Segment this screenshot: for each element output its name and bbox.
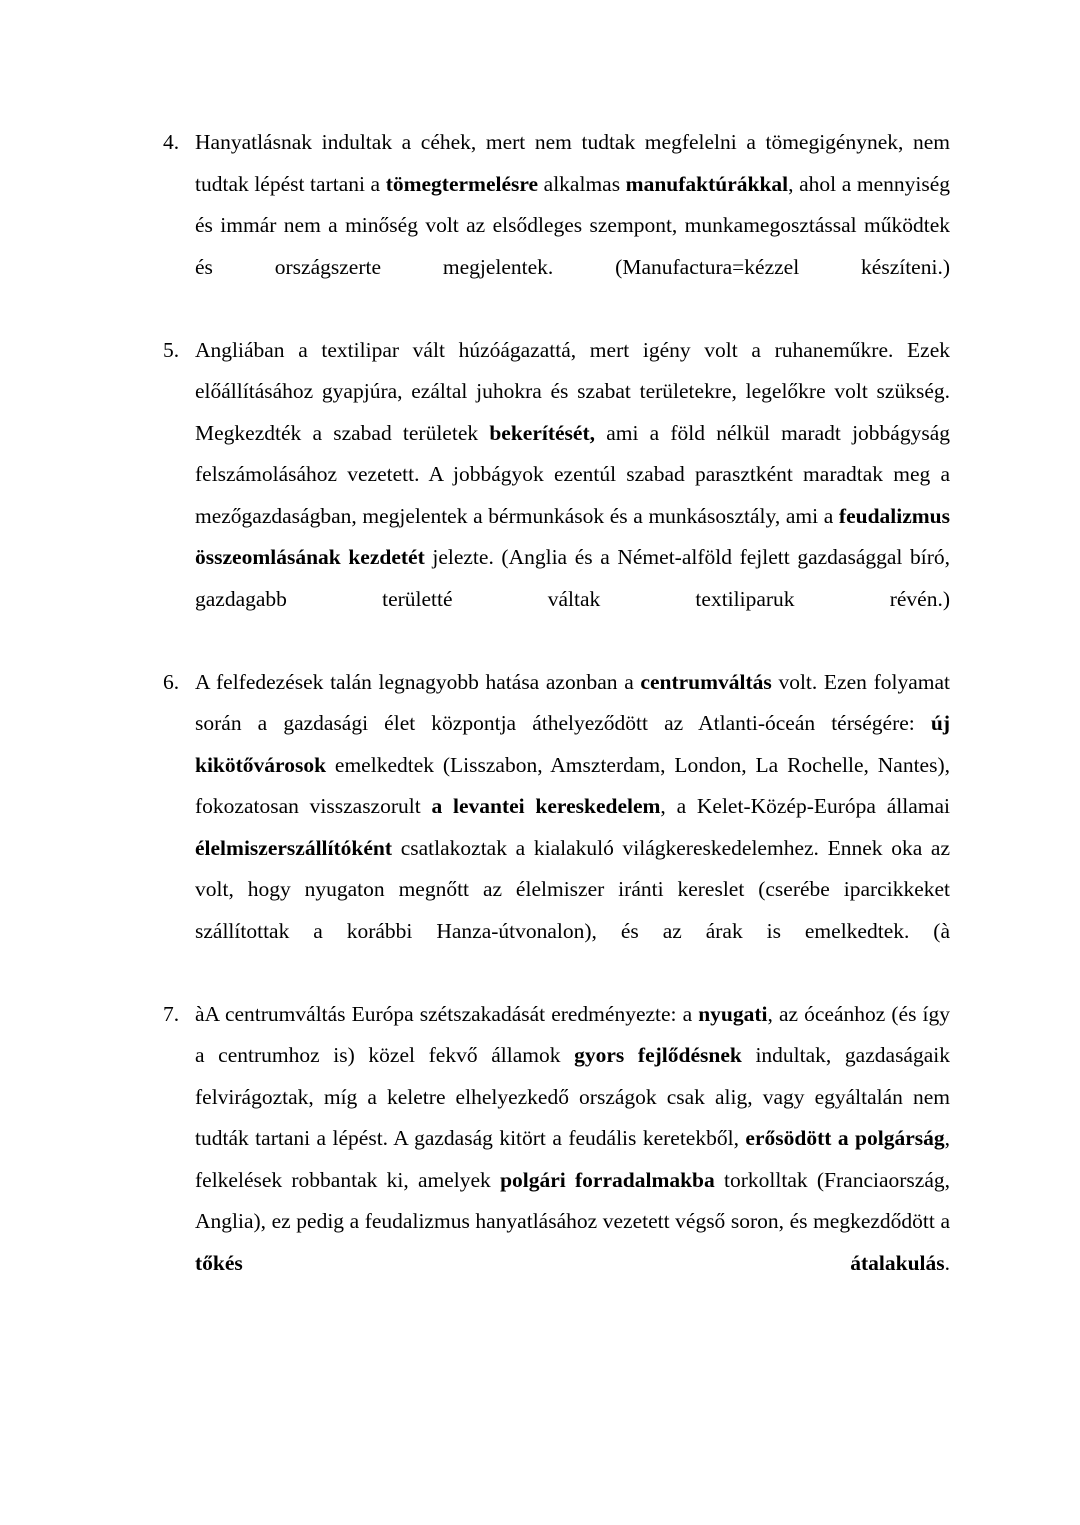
- list-item: [163, 994, 950, 1326]
- emphasis-term: feudalizmus összeomlásának kezdetét: [195, 503, 950, 569]
- list-item: [163, 330, 950, 662]
- document-body: [163, 122, 950, 1326]
- emphasis-term: bekerítését,: [489, 420, 595, 445]
- list-item: [163, 662, 950, 994]
- text-run: Hanyatlásnak indultak a céhek, mert nem tudtak megfelelni a tömegigénynek, nem tudtak lépést tartani a: [195, 130, 950, 196]
- list-item-text: [195, 994, 950, 1326]
- emphasis-term: gyors fejlődésnek: [574, 1043, 742, 1067]
- text-run: alkalmas: [538, 171, 626, 196]
- list-item: [163, 122, 950, 330]
- numbered-list: [163, 122, 950, 1326]
- text-run: csatlakoztak a kialakuló világkereskedelemhez. Ennek oka az volt, hogy nyugaton megnőtt az élelmiszer iránti kereslet (cserébe iparcikkeket szállítottak a korábbi Hanza-útvonalon), és az árak is emelkedtek. (à: [195, 835, 950, 943]
- list-item-text: [195, 330, 950, 662]
- list-item-marker: 7.: [163, 1001, 180, 1026]
- emphasis-term: tömegtermelésre: [385, 171, 539, 196]
- text-run: Angliában a textilipar vált húzóágazattá, mert igény volt a ruhaneműkre. Ezek előállításához gyapjúra, ezáltal juhokra és szabat területekre, legelőkre volt szükség. Megkezdték a szabad területek: [195, 337, 950, 445]
- text-run: indultak, gazdaságaik felvirágoztak, míg a keletre elhelyezkedő országok csak alig, vagy egyáltalán nem tudták tartani a lépést. A gazdaság kitört a feudális keretekből,: [195, 1043, 950, 1150]
- list-item-text: [195, 122, 950, 330]
- emphasis-term: centrumváltás: [640, 669, 772, 694]
- emphasis-term: tőkés átalakulás: [195, 1250, 945, 1275]
- text-run: , az óceánhoz (és így a centrumhoz is) közel fekvő államok: [195, 1001, 950, 1067]
- list-item-marker: 4.: [163, 130, 180, 154]
- text-run: ami a föld nélkül maradt jobbágyság felszámolásához vezetett. A jobbágyok ezentúl szabad parasztként maradtak meg a mezőgazdaságban, megjelentek a bérmunkások és a munkásosztály, ami a: [195, 420, 950, 528]
- emphasis-term: nyugati: [698, 1001, 768, 1026]
- emphasis-term: új kikötővárosok: [195, 711, 950, 777]
- text-run: jelezte. (Anglia és a Német-alföld fejlett gazdasággal bíró, gazdagabb területté váltak textiliparuk révén.): [195, 545, 950, 611]
- text-run: emelkedtek (Lisszabon, Amszterdam, London, La Rochelle, Nantes), fokozatosan visszaszorult: [195, 752, 950, 818]
- text-run: , ahol a mennyiség és immár nem a minőség volt az elsődleges szempont, munkamegosztással működtek és országszerte megjelentek. (Manufactura=kézzel készíteni.): [195, 171, 950, 279]
- list-item-marker: 6.: [163, 669, 180, 694]
- emphasis-term: a levantei kereskedelem: [431, 794, 661, 818]
- text-run: , felkelések robbantak ki, amelyek: [195, 1126, 950, 1192]
- text-run: àA centrumváltás Európa szétszakadását eredményezte: a: [195, 1001, 699, 1026]
- emphasis-term: élelmiszerszállítóként: [195, 835, 393, 860]
- list-item-text: [195, 662, 950, 994]
- text-run: .: [944, 1250, 950, 1275]
- emphasis-term: erősödött a polgárság: [745, 1126, 945, 1150]
- text-run: , a Kelet-Közép-Európa államai: [660, 794, 951, 818]
- text-run: A felfedezések talán legnagyobb hatása azonban a: [195, 669, 641, 694]
- list-item-marker: 5.: [163, 337, 180, 362]
- emphasis-term: polgári forradalmakba: [500, 1167, 715, 1192]
- text-run: torkolltak (Franciaország, Anglia), ez pedig a feudalizmus hanyatlásához vezetett végső soron, és megkezdődött a: [195, 1167, 950, 1233]
- text-run: volt. Ezen folyamat során a gazdasági élet központja áthelyeződött az Atlanti-óceán térségére:: [195, 669, 950, 735]
- emphasis-term: manufaktúrákkal: [625, 171, 789, 196]
